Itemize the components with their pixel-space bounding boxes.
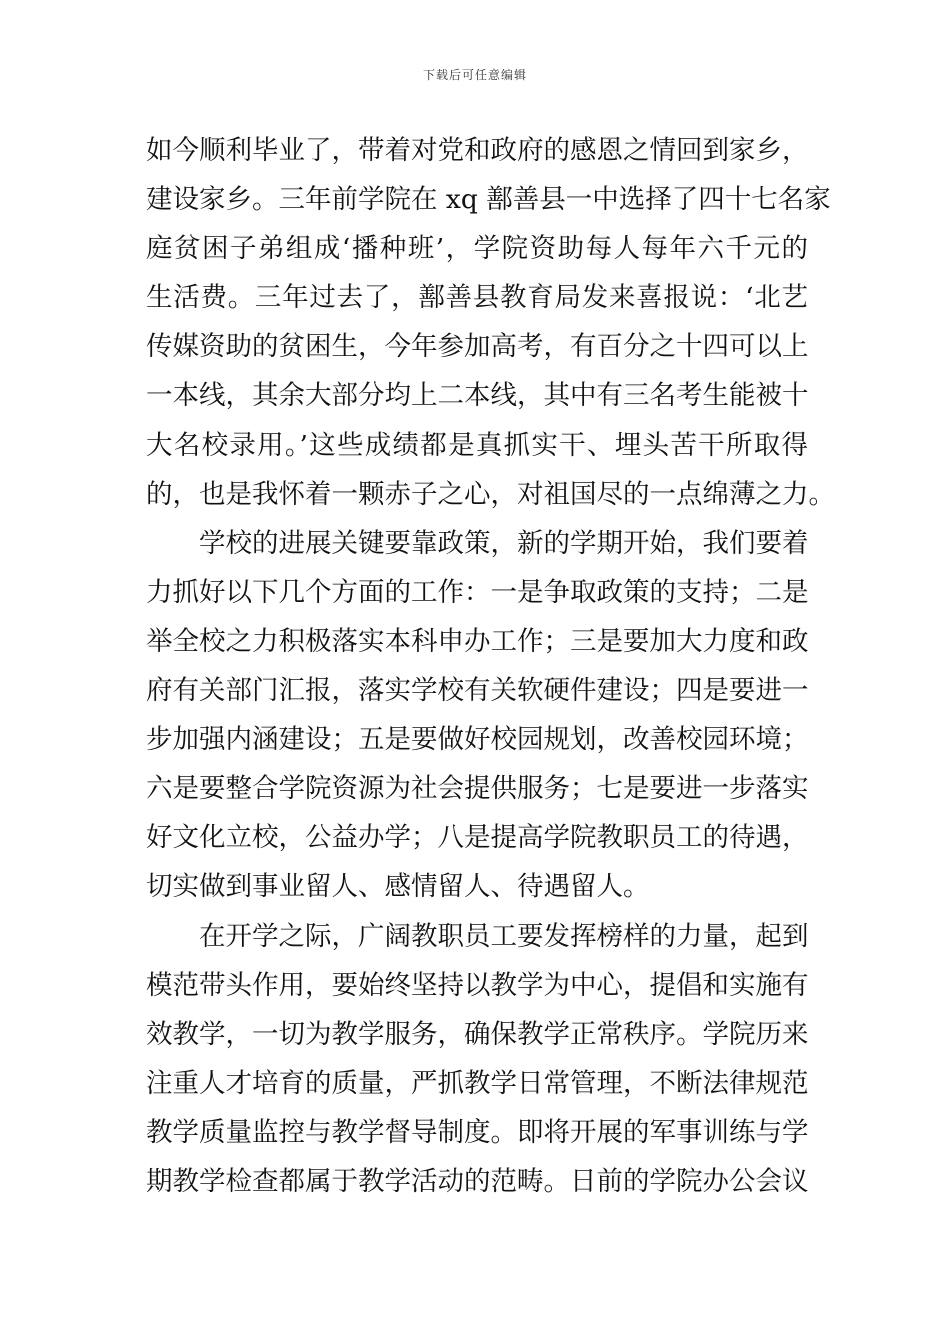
paragraph-2: [146, 519, 808, 912]
text-line: 如今顺利毕业了，带着对党和政府的感恩之情回到家乡，: [146, 135, 809, 166]
text-line: 大名校录用。’这些成绩都是真抓实干、埋头苦干所取得: [146, 429, 808, 461]
text-line: 切实做到事业留人、感情留人、待遇留人。: [146, 871, 650, 903]
text-line: 传媒资助的贫困生，今年参加高考，有百分之十四可以上: [146, 331, 809, 363]
text-line: 府有关部门汇报，落实学校有关软硬件建设；四是要进一: [146, 675, 809, 707]
paragraph-1: [146, 126, 835, 519]
text-line: 效教学，一切为教学服务，确保教学正常秩序。学院历来: [146, 1018, 809, 1050]
text-line: 力抓好以下几个方面的工作：一是争取政策的支持；二是: [146, 576, 809, 608]
text-line: 注重人才培育的质量，严抓教学日常管理，不断法律规范: [146, 1067, 809, 1099]
text-line: 教学质量监控与教学督导制度。即将开展的军事训练与学: [146, 1116, 809, 1148]
text-line: 好文化立校，公益办学；八是提高学院教职员工的待遇，: [146, 822, 809, 854]
text-line: 模范带头作用，要始终坚持以教学为中心，提倡和实施有: [146, 969, 809, 1001]
text-line: 步加强内涵建设；五是要做好校园规划，改善校园环境；: [146, 724, 809, 756]
page-header: 下载后可任意编辑: [422, 68, 527, 82]
text-line: 的，也是我怀着一颗赤子之心，对祖国尽的一点绵薄之力。: [146, 478, 835, 510]
paragraph-3: [146, 912, 808, 1207]
text-line: 一本线，其余大部分均上二本线，其中有三名考生能被十: [146, 380, 809, 412]
text-line: 庭贫困子弟组成‘播种班’，学院资助每人每年六千元的: [146, 233, 808, 265]
text-line: 在开学之际，广阔教职员工要发挥榜样的力量，起到: [146, 920, 809, 952]
text-line: 建设家乡。三年前学院在 xq 鄯善县一中选择了四十七名家: [146, 184, 831, 216]
text-line: 六是要整合学院资源为社会提供服务；七是要进一步落实: [146, 773, 809, 805]
text-line: 举全校之力积极落实本科申办工作；三是要加大力度和政: [146, 625, 809, 657]
text-line: 生活费。三年过去了，鄯善县教育局发来喜报说：‘北艺: [146, 282, 808, 314]
text-line: 期教学检查都属于教学活动的范畴。日前的学院办公会议: [146, 1165, 809, 1197]
text-line: 学校的进展关键要靠政策，新的学期开始，我们要着: [146, 527, 809, 559]
document-body: [146, 126, 835, 1206]
